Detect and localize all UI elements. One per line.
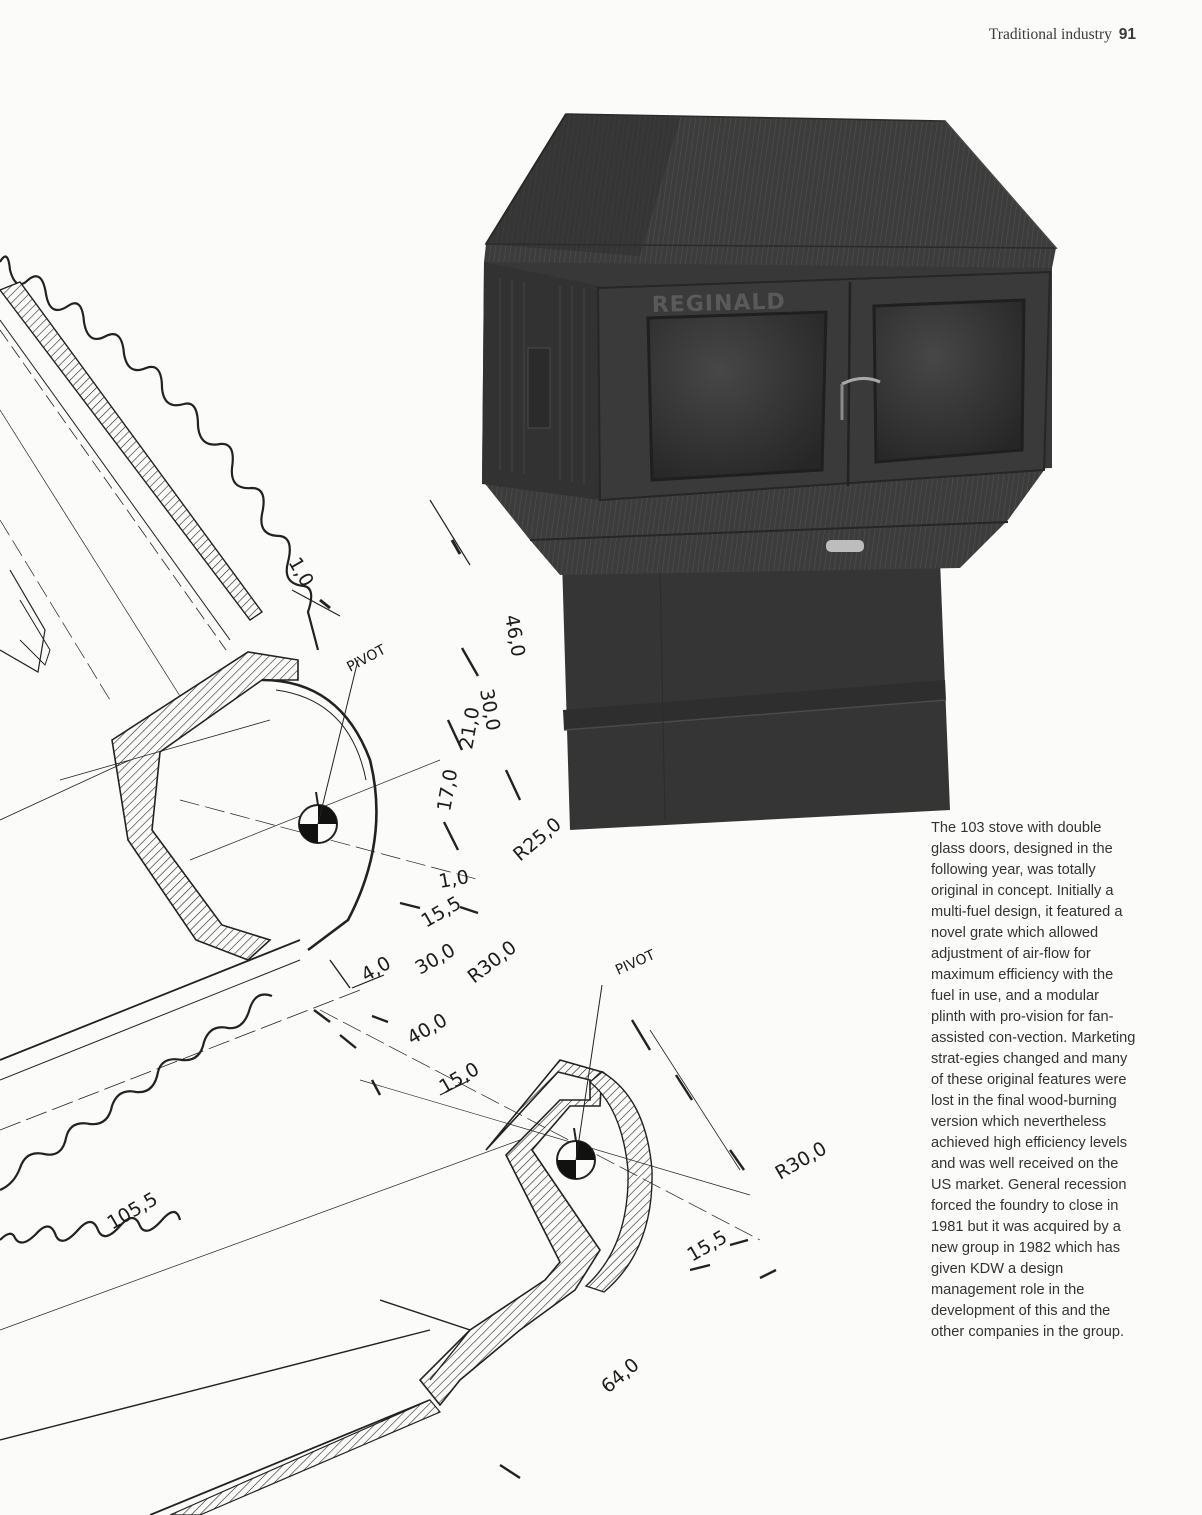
ash-drawer-handle: [826, 540, 864, 552]
hatched-wall-bottom: [170, 1400, 440, 1515]
dimension-label: 21,0: [455, 705, 485, 751]
dimension-label: 15,5: [683, 1226, 732, 1267]
pivot-label-lower: PIVOT: [613, 947, 658, 979]
dimension-label: 40,0: [403, 1009, 452, 1050]
hatched-wall-top: [0, 282, 262, 620]
corrugated-edge-top: [0, 257, 318, 650]
dimension-label: 46,0: [500, 613, 530, 659]
dimension-label: 1,0: [283, 553, 318, 591]
dimension-label: R30,0: [771, 1137, 831, 1185]
door-bracket-lower: [420, 1060, 602, 1405]
pivot-label-upper: PIVOT: [344, 641, 389, 676]
caption-text: The 103 stove with double glass doors, designed in the following year, was totally original in concept. Initially a multi-fuel design, it featured a novel grate which allowed adjustment of air-flow for maximum efficiency with the fuel in use, and a modular plinth with pro-vision for fan-assisted con-vection. Marketing strat-egies changed and many of these original features were lost in the final wood-burning version which nevertheless achieved high efficiency levels and was well received on the US market. General recession forced the foundry to close in 1981 but it was acquired by a new group in 1982 which has given KDW a design management role in the development of this and the other companies in the group.: [931, 820, 1136, 1340]
door-glass-right: [874, 300, 1024, 462]
stove-brand-lettering: REGINALD: [651, 289, 787, 318]
dimension-label: 30,0: [411, 939, 460, 980]
dimension-label: R30,0: [463, 936, 521, 988]
page-number: 91: [1118, 26, 1136, 43]
dimension-label: 64,0: [597, 1353, 644, 1398]
dimension-label: 15,0: [435, 1058, 484, 1099]
corrugated-edge-mid: [0, 995, 272, 1191]
door-bracket-upper: [112, 652, 298, 960]
section-title: Traditional industry: [988, 26, 1112, 43]
dimension-label: 105,5: [103, 1188, 162, 1235]
door-glass-left: [648, 312, 826, 480]
dimension-label: 30,0: [475, 687, 505, 733]
dimension-label: 1,0: [437, 866, 471, 893]
dimension-label: 15,5: [417, 892, 466, 933]
dimension-label: R25,0: [509, 813, 566, 866]
stove-photo: [482, 114, 1056, 830]
corrugated-edge-bottom: [0, 1212, 180, 1243]
dimension-label: 4,0: [357, 952, 395, 987]
dimension-label: 17,0: [433, 767, 463, 813]
